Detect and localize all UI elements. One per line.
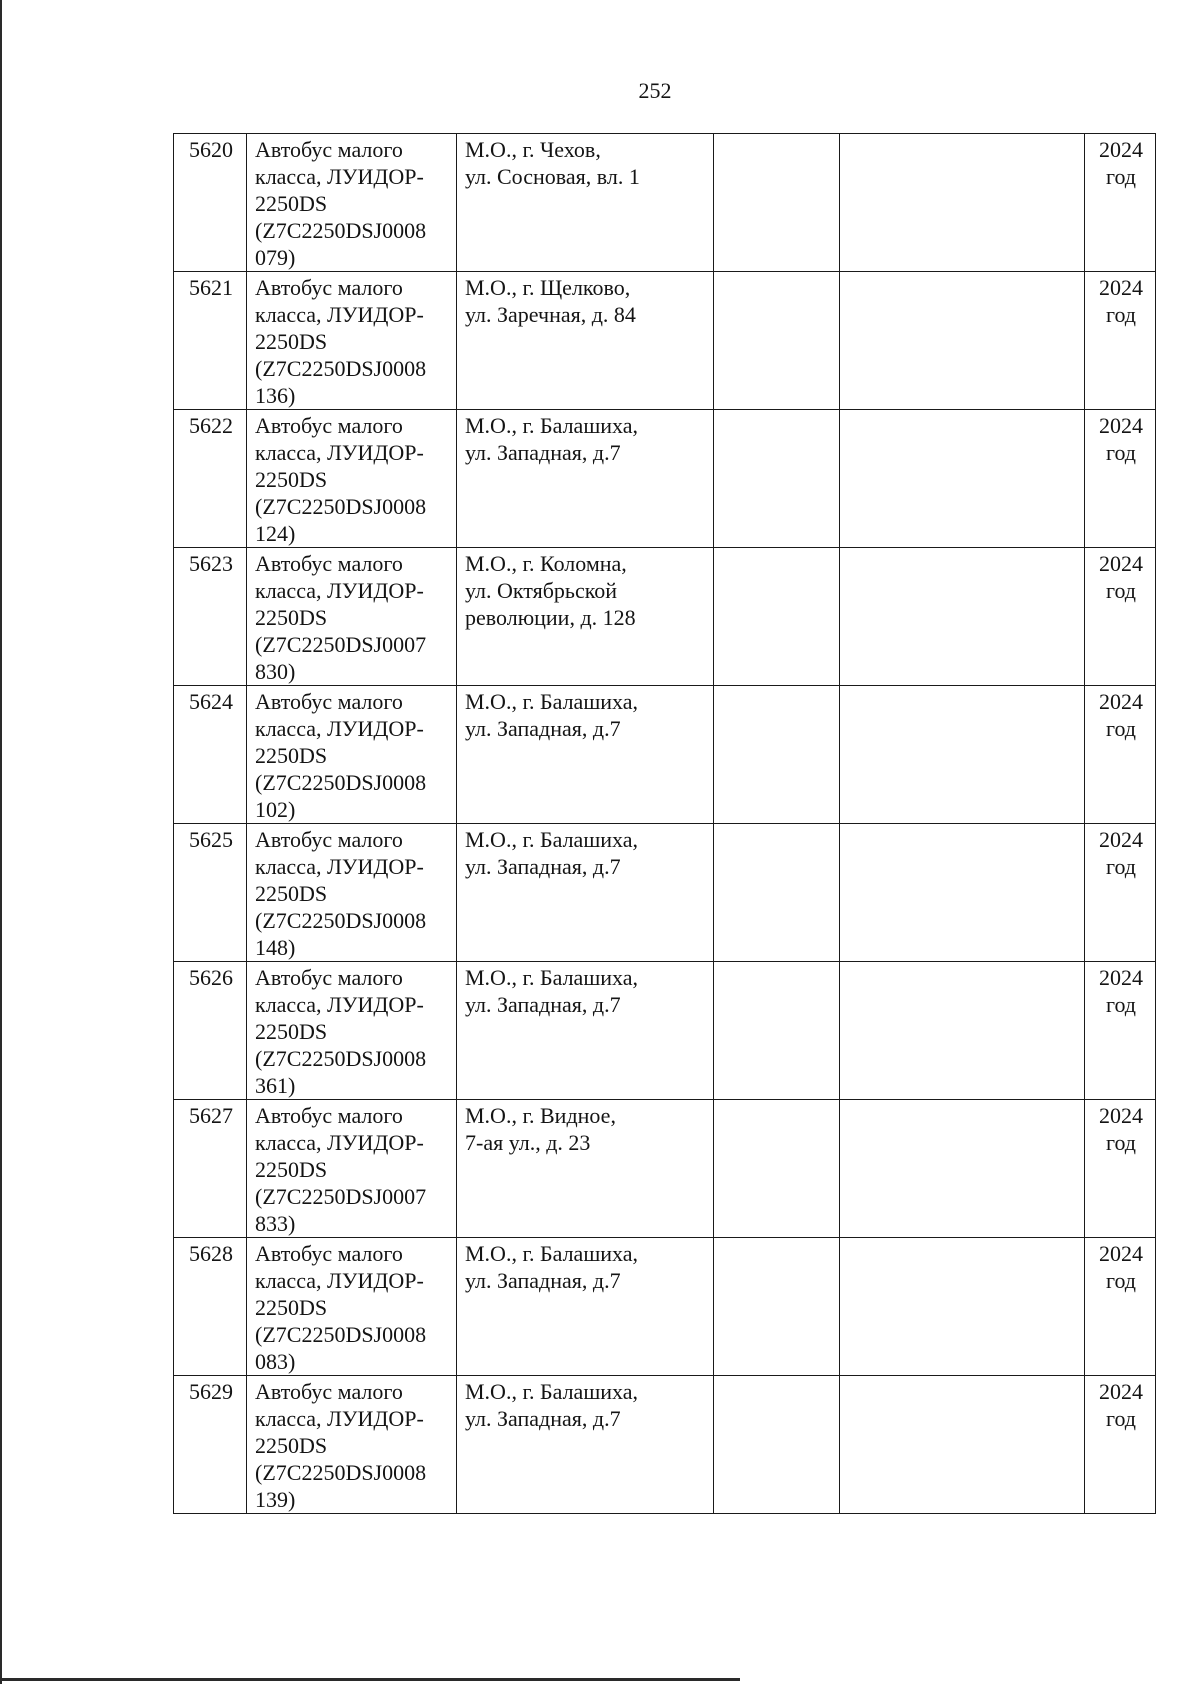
vehicle-line: класса, ЛУИДОР-	[255, 440, 424, 465]
vehicle-line: 2250DS	[255, 467, 328, 492]
empty-cell-a	[714, 548, 840, 686]
vehicle-line: 102)	[255, 797, 296, 822]
address-line: М.О., г. Чехов,	[465, 137, 601, 162]
empty-cell-a	[714, 410, 840, 548]
vehicle-line: Автобус малого	[255, 413, 403, 438]
year-line: 2024	[1099, 137, 1143, 162]
empty-cell-b	[840, 134, 1085, 272]
year-line: 2024	[1099, 1379, 1143, 1404]
vehicle-line: класса, ЛУИДОР-	[255, 302, 424, 327]
table-row	[174, 548, 1156, 686]
empty-cell-b	[840, 1376, 1085, 1514]
address-line: ул. Заречная, д. 84	[465, 302, 636, 327]
empty-cell-b	[840, 410, 1085, 548]
empty-cell-b	[840, 548, 1085, 686]
address-line: ул. Западная, д.7	[465, 440, 621, 465]
table-row	[174, 1376, 1156, 1514]
year-line: 2024	[1099, 1241, 1143, 1266]
vehicle-line: (Z7C2250DSJ0008	[255, 218, 427, 243]
vehicle-line: 830)	[255, 659, 296, 684]
year-cell	[1085, 1238, 1156, 1376]
address-line: ул. Октябрьской	[465, 578, 618, 603]
vehicle-line: Автобус малого	[255, 689, 403, 714]
address-cell	[457, 1376, 714, 1514]
address-line: ул. Сосновая, вл. 1	[465, 164, 640, 189]
year-line: год	[1105, 1268, 1137, 1293]
year-cell	[1085, 548, 1156, 686]
vehicle-line: 2250DS	[255, 881, 328, 906]
vehicle-line: Автобус малого	[255, 275, 403, 300]
year-cell	[1085, 1376, 1156, 1514]
vehicle-line: (Z7C2250DSJ0008	[255, 1460, 427, 1485]
vehicle-line: класса, ЛУИДОР-	[255, 1130, 424, 1155]
address-line: ул. Западная, д.7	[465, 716, 621, 741]
vehicle-line: (Z7C2250DSJ0007	[255, 1184, 427, 1209]
table-row	[174, 1100, 1156, 1238]
row-number-cell	[174, 272, 247, 410]
vehicle-line: (Z7C2250DSJ0008	[255, 770, 427, 795]
empty-cell-a	[714, 824, 840, 962]
vehicle-line: 361)	[255, 1073, 296, 1098]
scan-edge-left	[0, 0, 2, 1684]
address-cell	[457, 410, 714, 548]
vehicle-line: (Z7C2250DSJ0008	[255, 494, 427, 519]
page-number: 252	[638, 78, 672, 103]
empty-cell-b	[840, 272, 1085, 410]
row-number: 5626	[189, 965, 233, 990]
year-line: год	[1105, 854, 1137, 879]
row-number: 5627	[189, 1103, 233, 1128]
vehicle-line: (Z7C2250DSJ0008	[255, 1046, 427, 1071]
empty-cell-a	[714, 134, 840, 272]
vehicle-line: 139)	[255, 1487, 296, 1512]
year-line: год	[1105, 302, 1137, 327]
address-line: М.О., г. Балашиха,	[465, 689, 639, 714]
year-line: 2024	[1099, 1103, 1143, 1128]
year-line: год	[1105, 164, 1137, 189]
row-number: 5621	[189, 275, 233, 300]
vehicle-cell	[247, 134, 457, 272]
vehicle-line: (Z7C2250DSJ0007	[255, 632, 427, 657]
address-line: М.О., г. Балашиха,	[465, 413, 639, 438]
vehicle-line: класса, ЛУИДОР-	[255, 164, 424, 189]
vehicle-line: Автобус малого	[255, 827, 403, 852]
vehicle-line: 2250DS	[255, 1019, 328, 1044]
row-number: 5628	[189, 1241, 233, 1266]
table-row	[174, 410, 1156, 548]
address-cell	[457, 548, 714, 686]
vehicle-line: (Z7C2250DSJ0008	[255, 908, 427, 933]
row-number-cell	[174, 1238, 247, 1376]
address-line: ул. Западная, д.7	[465, 1406, 621, 1431]
year-line: 2024	[1099, 275, 1143, 300]
empty-cell-a	[714, 1376, 840, 1514]
vehicle-line: Автобус малого	[255, 1379, 403, 1404]
vehicle-cell	[247, 548, 457, 686]
row-number-cell	[174, 962, 247, 1100]
year-line: 2024	[1099, 413, 1143, 438]
vehicle-line: Автобус малого	[255, 551, 403, 576]
year-cell	[1085, 272, 1156, 410]
address-line: М.О., г. Видное,	[465, 1103, 616, 1128]
year-line: год	[1105, 1406, 1137, 1431]
address-cell	[457, 962, 714, 1100]
empty-cell-b	[840, 1238, 1085, 1376]
vehicle-line: Автобус малого	[255, 965, 403, 990]
row-number-cell	[174, 548, 247, 686]
vehicle-line: 2250DS	[255, 743, 328, 768]
vehicle-line: 079)	[255, 245, 296, 270]
vehicle-line: 136)	[255, 383, 296, 408]
year-line: 2024	[1099, 551, 1143, 576]
empty-cell-a	[714, 1100, 840, 1238]
address-cell	[457, 1238, 714, 1376]
year-cell	[1085, 824, 1156, 962]
address-line: М.О., г. Балашиха,	[465, 965, 639, 990]
vehicle-line: класса, ЛУИДОР-	[255, 992, 424, 1017]
row-number-cell	[174, 134, 247, 272]
row-number: 5629	[189, 1379, 233, 1404]
row-number-cell	[174, 686, 247, 824]
table-row	[174, 1238, 1156, 1376]
address-cell	[457, 824, 714, 962]
row-number-cell	[174, 1100, 247, 1238]
address-line: М.О., г. Щелково,	[465, 275, 631, 300]
empty-cell-a	[714, 962, 840, 1100]
empty-cell-b	[840, 686, 1085, 824]
scan-edge-bottom	[0, 1678, 740, 1681]
address-line: ул. Западная, д.7	[465, 854, 621, 879]
vehicle-cell	[247, 824, 457, 962]
table-row	[174, 962, 1156, 1100]
vehicle-line: класса, ЛУИДОР-	[255, 854, 424, 879]
empty-cell-a	[714, 272, 840, 410]
row-number: 5623	[189, 551, 233, 576]
table-row	[174, 824, 1156, 962]
year-line: 2024	[1099, 689, 1143, 714]
vehicle-line: 2250DS	[255, 605, 328, 630]
vehicle-cell	[247, 410, 457, 548]
address-cell	[457, 686, 714, 824]
vehicle-line: 083)	[255, 1349, 296, 1374]
year-line: год	[1105, 1130, 1137, 1155]
row-number: 5622	[189, 413, 233, 438]
empty-cell-a	[714, 1238, 840, 1376]
vehicle-cell	[247, 686, 457, 824]
year-line: 2024	[1099, 965, 1143, 990]
year-cell	[1085, 962, 1156, 1100]
vehicle-line: (Z7C2250DSJ0008	[255, 1322, 427, 1347]
vehicle-line: 2250DS	[255, 191, 328, 216]
year-line: 2024	[1099, 827, 1143, 852]
vehicle-line: класса, ЛУИДОР-	[255, 1268, 424, 1293]
vehicle-cell	[247, 1100, 457, 1238]
vehicle-line: 2250DS	[255, 329, 328, 354]
year-line: год	[1105, 992, 1137, 1017]
empty-cell-b	[840, 962, 1085, 1100]
empty-cell-b	[840, 1100, 1085, 1238]
vehicle-line: 2250DS	[255, 1433, 328, 1458]
address-line: М.О., г. Балашиха,	[465, 1379, 639, 1404]
row-number: 5620	[189, 137, 233, 162]
address-line: ул. Западная, д.7	[465, 992, 621, 1017]
empty-cell-b	[840, 824, 1085, 962]
vehicle-line: Автобус малого	[255, 1241, 403, 1266]
vehicle-line: (Z7C2250DSJ0008	[255, 356, 427, 381]
vehicle-line: Автобус малого	[255, 137, 403, 162]
vehicle-line: класса, ЛУИДОР-	[255, 1406, 424, 1431]
address-line: революции, д. 128	[465, 605, 636, 630]
year-line: год	[1105, 716, 1137, 741]
address-cell	[457, 134, 714, 272]
table-row	[174, 272, 1156, 410]
address-line: М.О., г. Коломна,	[465, 551, 627, 576]
vehicle-line: Автобус малого	[255, 1103, 403, 1128]
vehicle-line: 2250DS	[255, 1157, 328, 1182]
vehicle-line: 833)	[255, 1211, 296, 1236]
address-cell	[457, 272, 714, 410]
table-row	[174, 686, 1156, 824]
year-cell	[1085, 1100, 1156, 1238]
registry-body	[174, 134, 1156, 1514]
table-row	[174, 134, 1156, 272]
year-line: год	[1105, 440, 1137, 465]
year-cell	[1085, 134, 1156, 272]
vehicle-cell	[247, 962, 457, 1100]
vehicle-line: 148)	[255, 935, 296, 960]
row-number-cell	[174, 824, 247, 962]
vehicle-registry-table	[173, 133, 1156, 1514]
year-cell	[1085, 686, 1156, 824]
address-line: М.О., г. Балашиха,	[465, 827, 639, 852]
row-number: 5625	[189, 827, 233, 852]
address-line: 7-ая ул., д. 23	[465, 1130, 591, 1155]
address-line: ул. Западная, д.7	[465, 1268, 621, 1293]
vehicle-cell	[247, 1376, 457, 1514]
vehicle-line: класса, ЛУИДОР-	[255, 716, 424, 741]
vehicle-cell	[247, 272, 457, 410]
address-line: М.О., г. Балашиха,	[465, 1241, 639, 1266]
row-number: 5624	[189, 689, 233, 714]
address-cell	[457, 1100, 714, 1238]
vehicle-cell	[247, 1238, 457, 1376]
empty-cell-a	[714, 686, 840, 824]
year-line: год	[1105, 578, 1137, 603]
row-number-cell	[174, 410, 247, 548]
year-cell	[1085, 410, 1156, 548]
vehicle-line: 124)	[255, 521, 296, 546]
vehicle-line: 2250DS	[255, 1295, 328, 1320]
vehicle-line: класса, ЛУИДОР-	[255, 578, 424, 603]
row-number-cell	[174, 1376, 247, 1514]
